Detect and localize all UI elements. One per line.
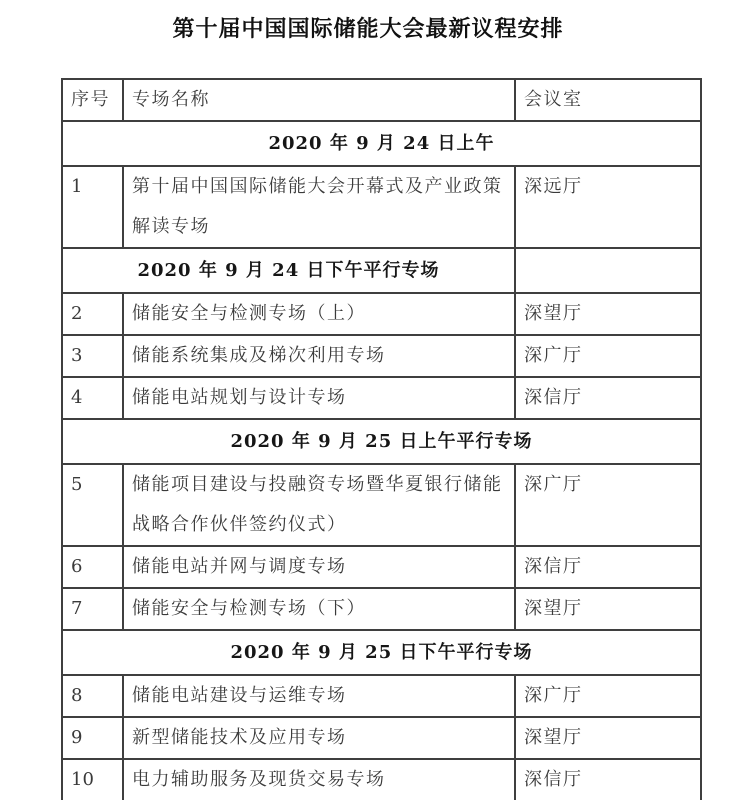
table-row: [62, 546, 701, 588]
row-index: 8: [62, 675, 123, 717]
session-name: 储能电站规划与设计专场: [123, 377, 515, 419]
room-name: 深望厅: [515, 588, 701, 630]
section-row: [62, 121, 701, 166]
agenda-table: [61, 78, 702, 800]
row-index: 5: [62, 464, 123, 546]
table-row: [62, 464, 701, 546]
row-index: 2: [62, 293, 123, 335]
row-index: 10: [62, 759, 123, 800]
room-name: 深广厅: [515, 675, 701, 717]
agenda-table-body: [62, 121, 701, 800]
room-name: 深广厅: [515, 335, 701, 377]
session-name: 储能电站建设与运维专场: [123, 675, 515, 717]
session-name: 储能电站并网与调度专场: [123, 546, 515, 588]
table-row: [62, 717, 701, 759]
row-index: 6: [62, 546, 123, 588]
room-name: 深望厅: [515, 717, 701, 759]
section-row: [62, 419, 701, 464]
session-name: 新型储能技术及应用专场: [123, 717, 515, 759]
column-header-room: 会议室: [515, 79, 701, 121]
section-row: [62, 248, 701, 293]
table-row: [62, 588, 701, 630]
section-row: [62, 630, 701, 675]
table-row: [62, 335, 701, 377]
session-name: 储能安全与检测专场（下）: [123, 588, 515, 630]
session-name: 储能系统集成及梯次利用专场: [123, 335, 515, 377]
session-name: 储能安全与检测专场（上）: [123, 293, 515, 335]
row-index: 7: [62, 588, 123, 630]
room-name: 深信厅: [515, 377, 701, 419]
room-name: 深信厅: [515, 759, 701, 800]
row-index: 4: [62, 377, 123, 419]
section-header: 2020 年 9 月 24 日下午平行专场: [62, 248, 515, 293]
room-name: 深信厅: [515, 546, 701, 588]
table-row: [62, 377, 701, 419]
session-name: 储能项目建设与投融资专场暨华夏银行储能战略合作伙伴签约仪式）: [123, 464, 515, 546]
table-row: [62, 759, 701, 800]
table-row: [62, 166, 701, 248]
table-row: [62, 675, 701, 717]
row-index: 9: [62, 717, 123, 759]
room-name: 深远厅: [515, 166, 701, 248]
section-header: 2020 年 9 月 25 日下午平行专场: [62, 630, 701, 675]
session-name: 第十届中国国际储能大会开幕式及产业政策解读专场: [123, 166, 515, 248]
section-header: 2020 年 9 月 24 日上午: [62, 121, 701, 166]
section-header: 2020 年 9 月 25 日上午平行专场: [62, 419, 701, 464]
room-cell-empty: [515, 248, 701, 293]
row-index: 1: [62, 166, 123, 248]
session-name: 电力辅助服务及现货交易专场: [123, 759, 515, 800]
row-index: 3: [62, 335, 123, 377]
table-header-row: [62, 79, 701, 121]
column-header-session: 专场名称: [123, 79, 515, 121]
column-header-index: 序号: [62, 79, 123, 121]
page-title: 第十届中国国际储能大会最新议程安排: [172, 16, 564, 42]
room-name: 深望厅: [515, 293, 701, 335]
room-name: 深广厅: [515, 464, 701, 546]
table-row: [62, 293, 701, 335]
